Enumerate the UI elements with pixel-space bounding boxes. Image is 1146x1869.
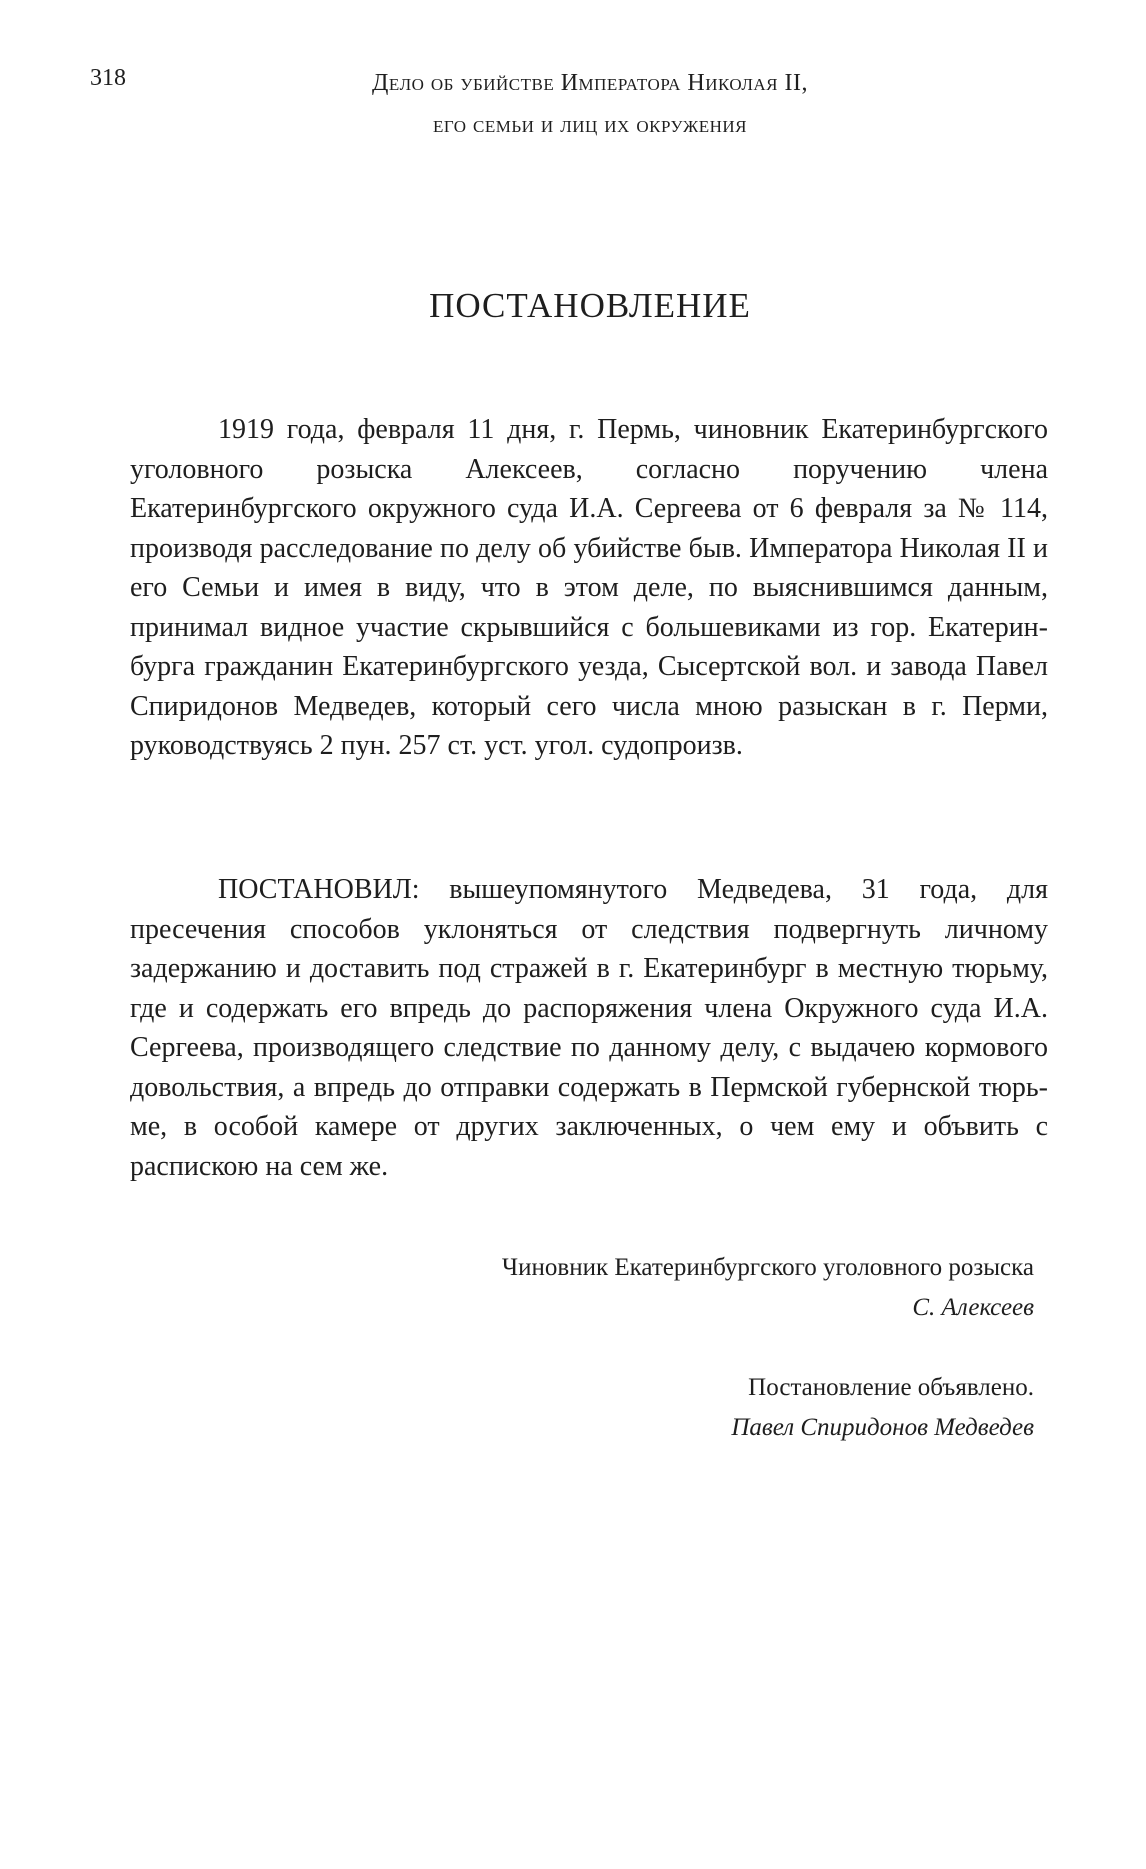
running-header-line-1: Дело об убийстве Императора Николая II, <box>372 70 808 96</box>
running-header <box>240 62 940 146</box>
document-title: ПОСТАНОВЛЕНИЕ <box>429 286 751 325</box>
paragraph-circumstances <box>130 410 1048 766</box>
running-header-line-2: его семьи и лиц их окружения <box>432 112 748 138</box>
announcement-signed-by: Павел Спиридонов Медведев <box>731 1414 1034 1441</box>
paragraph-resolution <box>130 870 1048 1186</box>
signature-position: Чиновник Екатеринбургского уголовного розыска <box>501 1254 1034 1281</box>
official-signature <box>502 1248 1034 1328</box>
signature-name: С. Алексеев <box>912 1294 1034 1321</box>
page-number: 318 <box>90 65 126 91</box>
announcement-block <box>731 1368 1034 1448</box>
paragraph-2-text: ПОСТАНОВИЛ: вышеупомянутого Медведева, 31 года, для пресечения способов уклоняться от следствия подвергнуть личному задержанию и доставить под стражей в г. Екатеринбург в местную тюрьму, где и содержать его впредь до распоряжения члена Окружного суда И.А. Сергеева, производящего следствие по данному делу, с выдачею кормового довольствия, а впредь до отправки содержать в Пермской губернской тюрьме, в особой камере от других заключенных, о чем ему и объвить с распискою на сем же. <box>130 874 1048 1182</box>
paragraph-1-text: 1919 года, февраля 11 дня, г. Пермь, чиновник Екатеринбургского уголовного розыска Алексеев, согласно поручению члена Екатеринбургского окружного суда И.А. Сергеева от 6 февраля за № 114, производя расследование по делу об убийстве быв. Императора Николая II и его Семьи и имея в виду, что в этом деле, по выяснившимся данным, принимал видное участие скрывшийся с большевиками из гор. Екатеринбурга гражданин Екатеринбургского уезда, Сысертской вол. и завода Павел Спиридонов Медведев, который сего числа мною разыскан в г. Перми, руководствуясь 2 пун. 257 ст. уст. угол. судопроизв. <box>130 414 1048 761</box>
announcement-text: Постановление объявлено. <box>748 1374 1034 1401</box>
